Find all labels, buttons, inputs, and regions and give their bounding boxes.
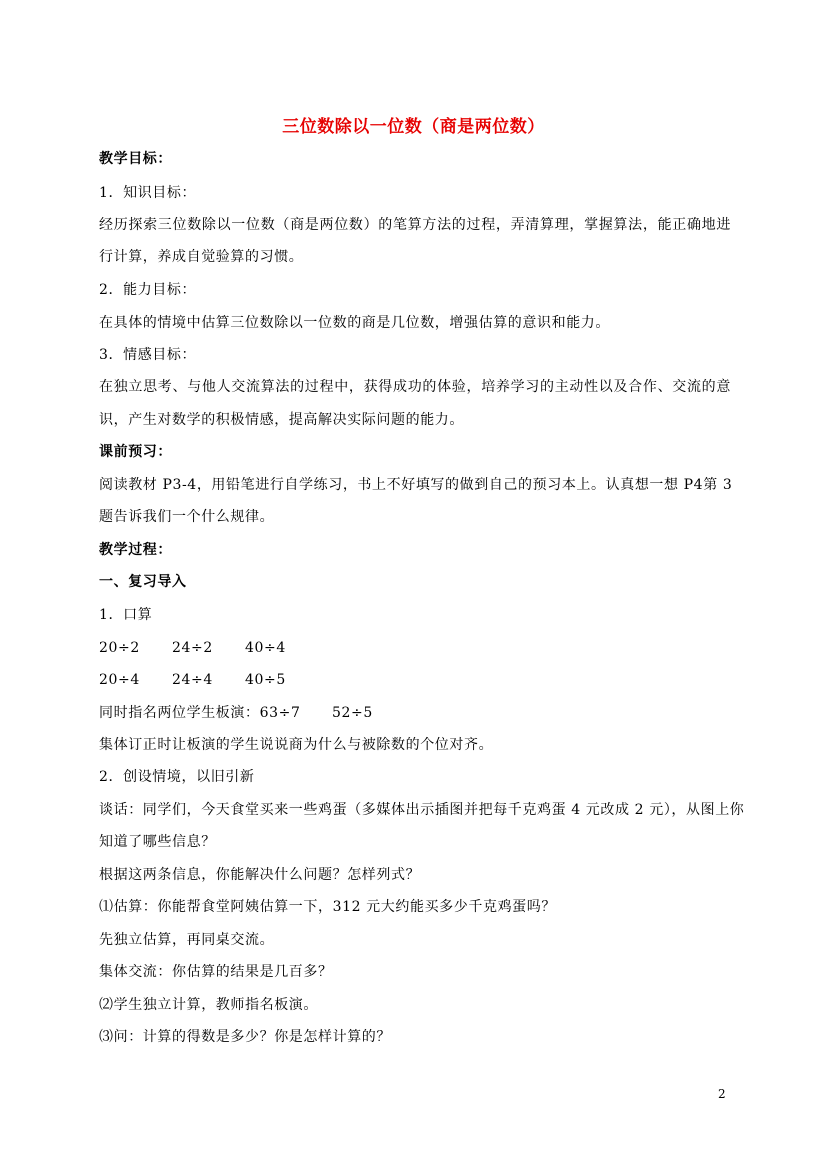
board-expr-2: 52÷5 [332, 705, 373, 721]
goal1-text-line1: 经历探索三位数除以一位数（商是两位数）的笔算方法的过程，弄清算理，掌握算法，能正确地进 [99, 217, 731, 233]
oral-expr: 24÷4 [172, 672, 213, 688]
goal1-text-line2: 行计算，养成自觉验算的习惯。 [99, 249, 304, 265]
board-label: 同时指名两位学生板演：63÷7 [99, 705, 301, 721]
oral-expr: 40÷5 [245, 672, 286, 688]
process-heading: 教学过程： [99, 542, 172, 558]
board-line [99, 703, 731, 723]
oral-expr: 24÷2 [172, 640, 213, 656]
oral-expr: 20÷4 [99, 672, 140, 688]
estimate-text: ⑴估算：你能帮食堂阿姨估算一下，312 元大约能买多少千克鸡蛋吗？ [99, 899, 556, 915]
goal2-text: 在具体的情境中估算三位数除以一位数的商是几位数，增强估算的意识和能力。 [99, 315, 610, 331]
oral-label: 1．口算 [99, 607, 153, 623]
oral-expr: 20÷2 [99, 640, 140, 656]
preview-heading: 课前预习： [99, 444, 172, 460]
preview-text-line1: 阅读教材 P3-4，用铅笔进行自学练习，书上不好填写的做到自己的预习本上。认真想一想 P4第 3 [99, 477, 733, 493]
goal2-label: 2．能力目标： [99, 282, 197, 298]
goal3-text-line2: 识，产生对数学的积极情感，提高解决实际问题的能力。 [99, 412, 464, 428]
oral-row-1 [99, 638, 731, 658]
calc-text: ⑵学生独立计算，教师指名板演。 [99, 997, 318, 1013]
group-talk-text: 集体交流：你估算的结果是几百多？ [99, 964, 333, 980]
scene-label: 2．创设情境，以旧引新 [99, 769, 255, 785]
ask-text: ⑶问：计算的得数是多少？你是怎样计算的？ [99, 1029, 391, 1045]
preview-text-line2: 题告诉我们一个什么规律。 [99, 509, 275, 525]
review-heading: 一、复习导入 [99, 574, 187, 590]
oral-expr: 40÷4 [245, 640, 286, 656]
page-number: 2 [718, 1087, 726, 1101]
goal1-label: 1．知识目标： [99, 185, 197, 201]
talk-line2: 知道了哪些信息？ [99, 834, 216, 850]
correct-text: 集体订正时让板演的学生说说商为什么与被除数的个位对齐。 [99, 737, 494, 753]
goal3-text-line1: 在独立思考、与他人交流算法的过程中，获得成功的体验，培养学习的主动性以及合作、交流的意 [99, 379, 731, 395]
document-title: 三位数除以一位数（商是两位数） [282, 117, 545, 137]
goals-heading: 教学目标： [99, 151, 172, 167]
first-estimate-text: 先独立估算，再同桌交流。 [99, 932, 275, 948]
oral-row-2 [99, 670, 731, 690]
talk-line1: 谈话：同学们，今天食堂买来一些鸡蛋（多媒体出示插图并把每千克鸡蛋 4 元改成 2 元），从图上你 [99, 802, 745, 818]
question-text: 根据这两条信息，你能解决什么问题？怎样列式？ [99, 867, 421, 883]
goal3-label: 3．情感目标： [99, 347, 197, 363]
